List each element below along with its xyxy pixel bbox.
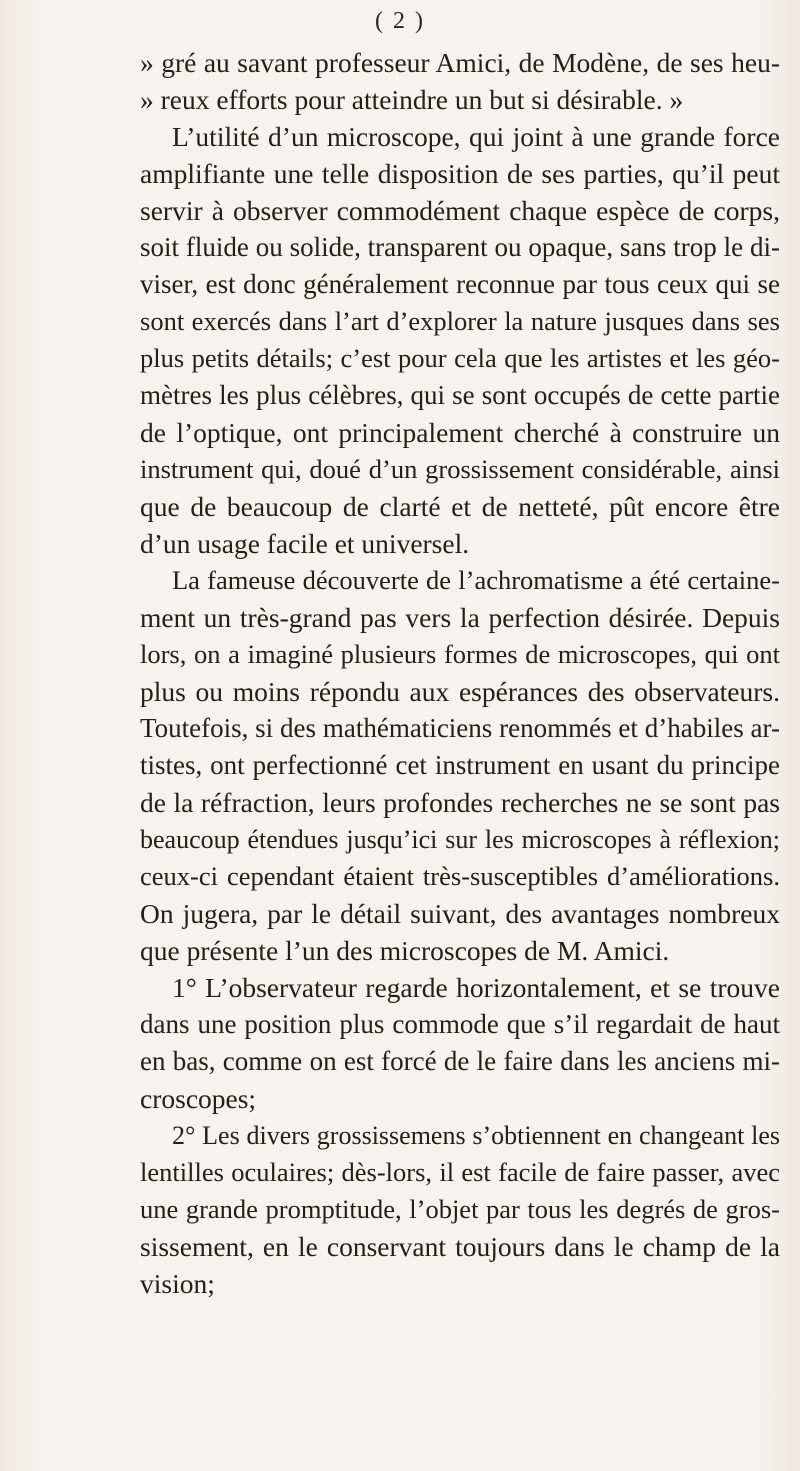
text-line: amplifiante une telle disposition de ses parties, qu’il peut [140, 158, 780, 189]
text-line: de la réfraction, leurs profondes recherches ne se sont pas [140, 787, 780, 818]
text-line: » reux efforts pour atteindre un but si désirable. » [140, 84, 684, 115]
text-line: 1° L’observateur regarde horizontalement, et se trouve [172, 972, 780, 1003]
text-line: en bas, comme on est forcé de le faire dans les anciens mi- [140, 1046, 780, 1076]
text-line: de l’optique, ont principalement cherché à construire un [140, 417, 780, 448]
text-line: une grande promptitude, l’objet par tous les degrés de gros- [140, 1194, 780, 1224]
text-line: plus petits détails; c’est pour cela que les artistes et les géo- [140, 343, 780, 373]
text-line: beaucoup étendues jusqu’ici sur les microscopes à réflexion; [140, 825, 780, 854]
text-line: » gré au savant professeur Amici, de Modène, de ses heu- [140, 47, 780, 78]
text-line: instrument qui, doué d’un grossissement considérable, ainsi [140, 454, 780, 484]
text-line: mètres les plus célèbres, qui se sont occupés de cette partie [140, 380, 780, 410]
text-line: L’utilité d’un microscope, qui joint à une grande force [172, 121, 780, 152]
text-line: ment un très-grand pas vers la perfection désirée. Depuis [140, 602, 780, 633]
text-line: soit fluide ou solide, transparent ou opaque, sans trop le di- [140, 232, 780, 262]
text-line: vision; [140, 1268, 215, 1299]
text-line: lentilles oculaires; dès-lors, il est facile de faire passer, avec [140, 1157, 780, 1187]
text-line: que de beaucoup de clarté et de netteté, pût encore être [140, 491, 780, 522]
text-line: d’un usage facile et universel. [140, 528, 470, 559]
text-line: On jugera, par le détail suivant, des avantages nombreux [140, 898, 780, 929]
text-line: plus ou moins répondu aux espérances des observateurs. [140, 676, 780, 707]
text-line: La fameuse découverte de l’achromatisme a été certaine- [172, 565, 780, 595]
text-line: dans une position plus commode que s’il regardait de haut [140, 1009, 780, 1039]
body-text [140, 44, 780, 1302]
text-line: tistes, ont perfectionné cet instrument en usant du principe [140, 750, 780, 780]
text-line: croscopes; [140, 1083, 257, 1114]
text-line: servir à observer commodément chaque espèce de corps, [140, 195, 780, 226]
text-line: que présente l’un des microscopes de M. Amici. [140, 935, 670, 966]
text-line: Toutefois, si des mathématiciens renommés et d’habiles ar- [140, 713, 780, 743]
text-line: ceux-ci cependant étaient très-susceptibles d’améliorations. [140, 861, 780, 891]
text-line: sissement, en le conservant toujours dans le champ de la [140, 1231, 780, 1262]
text-line: lors, on a imaginé plusieurs formes de microscopes, qui ont [140, 639, 780, 669]
text-line: viser, est donc généralement reconnue par tous ceux qui se [140, 269, 780, 299]
page-number: ( 2 ) [375, 8, 425, 34]
text-line: 2° Les divers grossissemens s’obtiennent en changeant les [172, 1121, 780, 1150]
text-line: sont exercés dans l’art d’explorer la nature jusques dans ses [140, 306, 780, 336]
